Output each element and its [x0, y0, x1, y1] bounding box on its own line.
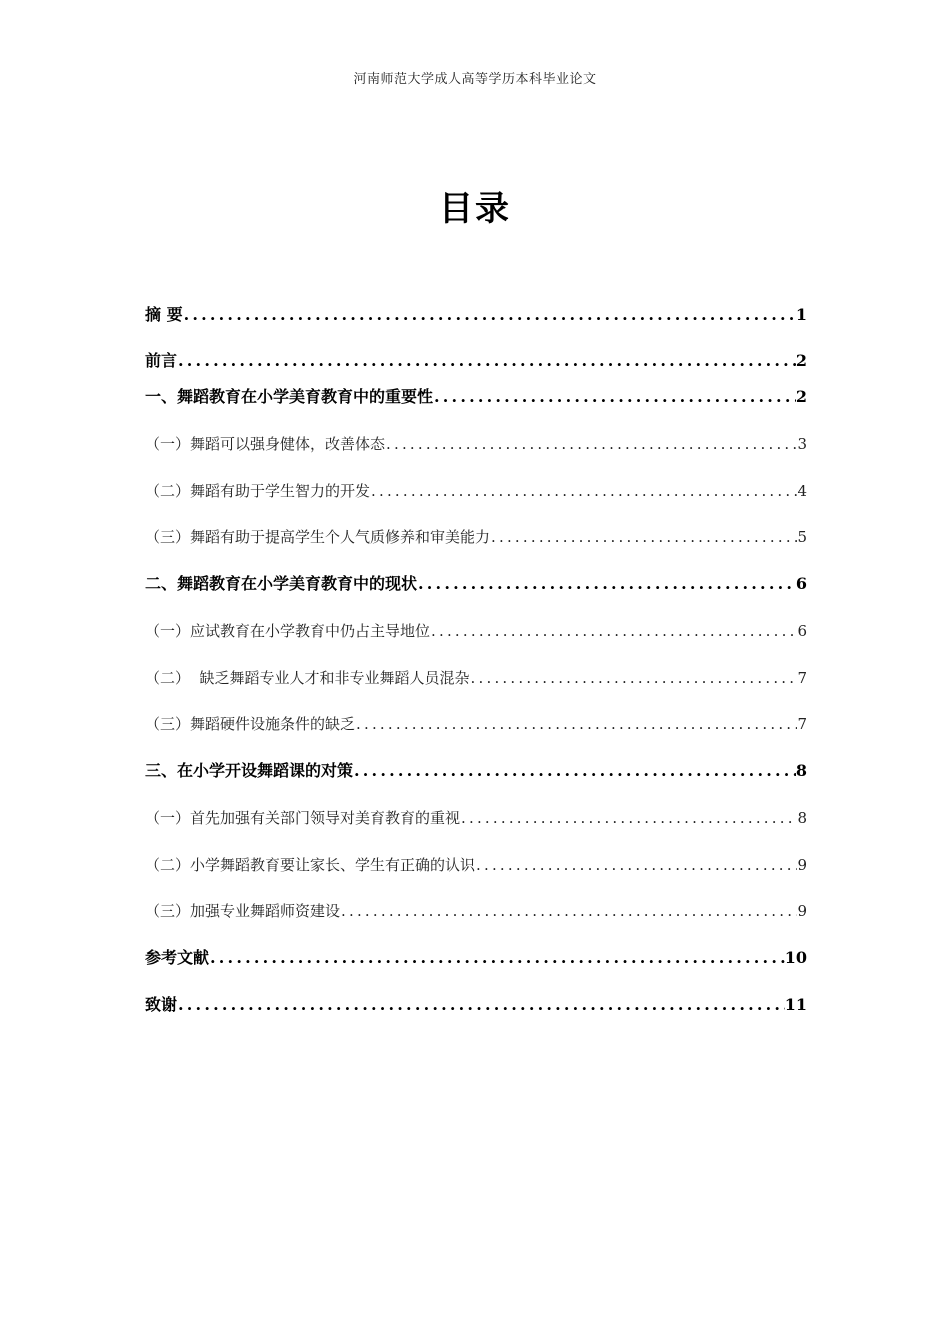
toc-leader-dots — [386, 432, 797, 456]
toc-entry-section-2-2[interactable] — [145, 666, 807, 690]
toc-entry-chapter-1[interactable] — [145, 385, 807, 409]
toc-entry-label: （一）舞蹈可以强身健体，改善体态 — [145, 435, 386, 453]
toc-entry-label: （三）舞蹈有助于提高学生个人气质修养和审美能力 — [145, 528, 491, 546]
toc-entry-page: 9 — [797, 902, 807, 920]
toc-leader-dots — [431, 619, 797, 643]
toc-entry-page: 2 — [795, 351, 807, 370]
toc-leader-dots — [418, 572, 796, 596]
toc-entry-label: （二）舞蹈有助于学生智力的开发 — [145, 482, 371, 500]
toc-leader-dots — [471, 666, 798, 690]
toc-entry-page: 3 — [797, 435, 807, 453]
toc-entry-label: （一）应试教育在小学教育中仍占主导地位 — [145, 622, 431, 640]
toc-leader-dots — [434, 385, 796, 409]
toc-entry-page: 2 — [795, 387, 807, 406]
toc-leader-dots — [184, 303, 796, 327]
toc-entry-page: 11 — [784, 995, 807, 1014]
toc-entry-label: （二）小学舞蹈教育要让家长、学生有正确的认识 — [145, 856, 476, 874]
toc-entry-page: 7 — [797, 715, 807, 733]
page-title: 目录 — [439, 189, 511, 229]
running-header: 河南师范大学成人高等学历本科毕业论文 — [353, 72, 597, 87]
toc-entry-section-3-1[interactable] — [145, 806, 807, 830]
toc-entry-label: （三）加强专业舞蹈师资建设 — [145, 902, 341, 920]
toc-entry-page: 8 — [797, 809, 807, 827]
toc-leader-dots — [461, 806, 797, 830]
toc-entry-label: 致谢 — [145, 995, 178, 1014]
toc-entry-section-3-2[interactable] — [145, 853, 807, 877]
toc-entry-page: 10 — [784, 948, 807, 967]
toc-entry-label: （二） 缺乏舞蹈专业人才和非专业舞蹈人员混杂 — [145, 669, 470, 687]
toc-entry-section-1-3[interactable] — [145, 525, 807, 549]
toc-entry-section-1-2[interactable] — [145, 479, 807, 503]
toc-entry-page: 6 — [797, 622, 807, 640]
toc-entry-label: 摘 要 — [145, 305, 183, 324]
toc-entry-page: 8 — [795, 761, 807, 780]
toc-entry-preface[interactable] — [145, 349, 807, 373]
toc-entry-label: （三）舞蹈硬件设施条件的缺乏 — [145, 715, 356, 733]
toc-entry-chapter-2[interactable] — [145, 572, 807, 596]
toc-leader-dots — [356, 712, 797, 736]
toc-entry-label: 二、舞蹈教育在小学美育教育中的现状 — [145, 574, 418, 593]
toc-entry-section-2-1[interactable] — [145, 619, 807, 643]
toc-entry-section-1-1[interactable] — [145, 432, 807, 456]
toc-entry-references[interactable] — [145, 946, 807, 970]
toc-entry-page: 7 — [797, 669, 807, 687]
toc-leader-dots — [491, 525, 797, 549]
toc-entry-page: 1 — [795, 305, 807, 324]
toc-leader-dots — [210, 946, 785, 970]
toc-entry-abstract[interactable] — [145, 303, 807, 327]
toc-entry-page: 5 — [797, 528, 807, 546]
toc-leader-dots — [178, 349, 796, 373]
toc-entry-page: 4 — [797, 482, 807, 500]
toc-entry-page: 6 — [795, 574, 807, 593]
toc-leader-dots — [354, 759, 796, 783]
toc-entry-label: 前言 — [145, 351, 178, 370]
toc-entry-page: 9 — [797, 856, 807, 874]
toc-leader-dots — [476, 853, 797, 877]
toc-leader-dots — [178, 993, 785, 1017]
toc-entry-label: 参考文献 — [145, 948, 210, 967]
toc-entry-label: 一、舞蹈教育在小学美育教育中的重要性 — [145, 387, 434, 406]
toc-entry-label: （一）首先加强有关部门领导对美育教育的重视 — [145, 809, 461, 827]
toc-entry-section-3-3[interactable] — [145, 899, 807, 923]
toc-entry-chapter-3[interactable] — [145, 759, 807, 783]
toc-entry-section-2-3[interactable] — [145, 712, 807, 736]
toc-leader-dots — [341, 899, 797, 923]
toc-entry-label: 三、在小学开设舞蹈课的对策 — [145, 761, 354, 780]
toc-leader-dots — [371, 479, 797, 503]
toc-entry-acknowledgements[interactable] — [145, 993, 807, 1017]
